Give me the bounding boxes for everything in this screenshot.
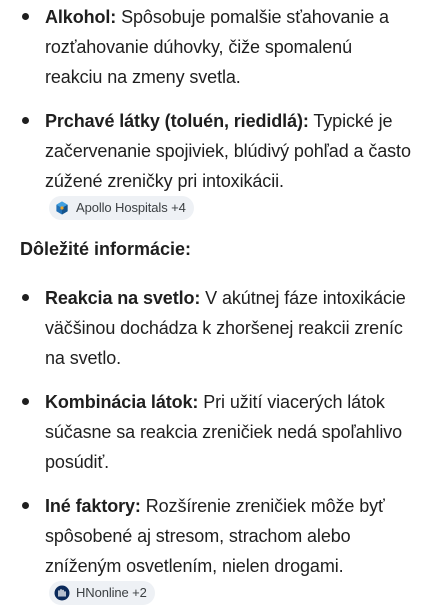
list-item-kombinacia-latok (0, 387, 428, 477)
bullet-icon (22, 502, 29, 509)
chip-label: HNonline +2 (76, 585, 147, 600)
section-heading: Dôležité informácie: (20, 239, 192, 259)
item-text: Rozšírenie zreničiek môže byť spôsobené aj stresom, strachom alebo zníženým osvetlením, nielen drogami. (45, 496, 385, 576)
bullet-icon (22, 13, 29, 20)
list-item-ine-faktory (0, 491, 428, 612)
item-term: Alkohol: (45, 7, 117, 27)
bullet-icon (22, 294, 29, 301)
item-text: Pri užití viacerých látok súčasne sa reakcia zreničiek nedá spoľahlivo posúdiť. (45, 392, 403, 472)
item-term: Kombinácia látok: (45, 392, 199, 412)
item-text: Typické je začervenanie spojiviek, blúdivý pohľad a často zúžené zreničky pri intoxikácii. (45, 111, 411, 191)
item-term: Reakcia na svetlo: (45, 288, 201, 308)
bullet-icon (22, 117, 29, 124)
list-item-prchave-latky (0, 106, 428, 227)
item-text: V akútnej fáze intoxikácie väčšinou dochádza k zhoršenej reakcii zreníc na svetlo. (45, 288, 406, 368)
hnonline-logo-icon (54, 585, 70, 601)
list-item-alkohol (0, 2, 428, 92)
apollo-hospitals-logo-icon (54, 200, 70, 216)
item-term: Prchavé látky (toluén, riedidlá): (45, 111, 309, 131)
item-text: Spôsobuje pomalšie sťahovanie a rozťahovanie dúhovky, čiže spomalenú reakciu na zmeny svetla. (45, 7, 389, 87)
important-info-list (0, 283, 428, 612)
source-chip-apollo[interactable] (49, 196, 194, 220)
bullet-icon (22, 398, 29, 405)
list-item-reakcia-na-svetlo (0, 283, 428, 373)
chip-label: Apollo Hospitals +4 (76, 200, 186, 215)
item-term: Iné faktory: (45, 496, 141, 516)
source-chip-hnonline[interactable] (49, 581, 155, 605)
substance-effects-list (0, 2, 428, 227)
